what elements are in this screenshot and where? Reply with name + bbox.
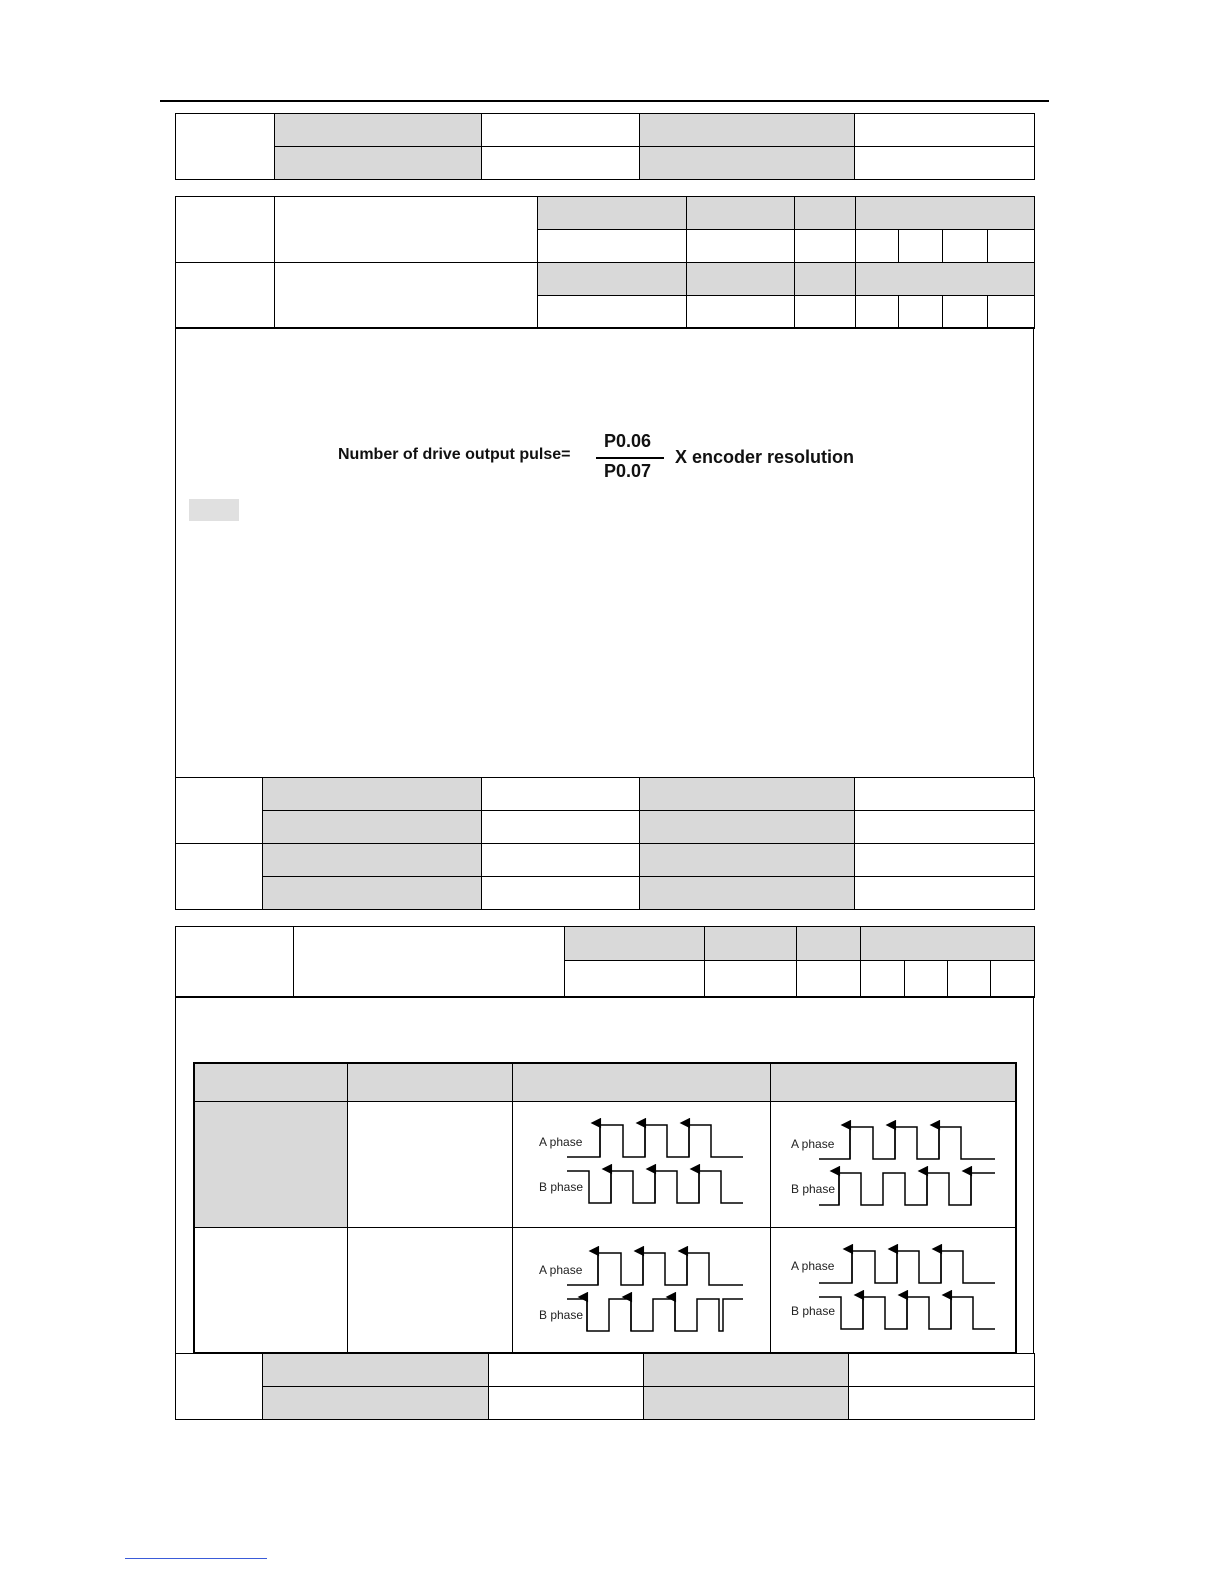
a-phase-label: A phase	[539, 1263, 583, 1277]
table-cell	[855, 844, 1035, 877]
table-cell	[795, 296, 856, 329]
ab-phase-waveform-4	[777, 1241, 1007, 1341]
table-cell	[347, 1101, 512, 1227]
b-phase-label: B phase	[791, 1182, 836, 1196]
table-header-cell	[770, 1063, 1016, 1101]
table-cell	[565, 961, 705, 998]
table-cell	[275, 114, 482, 147]
table-cell	[263, 778, 482, 811]
a-phase-label: A phase	[791, 1137, 835, 1151]
table-cell	[797, 961, 861, 998]
table-cell	[176, 114, 275, 180]
param-attribute-table-2	[175, 777, 1035, 910]
b-phase-label: B phase	[539, 1308, 584, 1322]
table-cell	[797, 927, 861, 961]
table-cell	[482, 811, 640, 844]
table-cell	[687, 296, 795, 329]
b-phase-label: B phase	[539, 1180, 584, 1194]
table-cell	[640, 114, 855, 147]
ab-phase-waveform-2	[777, 1117, 1007, 1217]
table-cell	[861, 927, 1035, 961]
table-cell	[565, 927, 705, 961]
table-cell	[849, 1387, 1035, 1420]
table-cell	[482, 778, 640, 811]
table-cell	[905, 961, 948, 998]
table-cell	[640, 811, 855, 844]
table-cell	[263, 811, 482, 844]
table-cell	[855, 877, 1035, 910]
param-name-cell	[275, 197, 538, 263]
table-cell	[538, 296, 687, 329]
table-cell	[347, 1227, 512, 1353]
table-cell	[899, 296, 943, 329]
table-cell	[856, 263, 1035, 296]
table-cell	[687, 230, 795, 263]
table-cell	[194, 1227, 347, 1353]
table-cell	[263, 844, 482, 877]
table-cell	[176, 844, 263, 910]
table-cell	[861, 961, 905, 998]
param-attribute-table-3	[175, 1353, 1035, 1420]
table-cell	[482, 114, 640, 147]
table-cell	[482, 877, 640, 910]
param-name-cell	[275, 263, 538, 329]
param-name-cell	[294, 927, 565, 998]
table-cell	[795, 230, 856, 263]
table-cell	[705, 927, 797, 961]
table-cell	[687, 263, 795, 296]
table-cell	[640, 147, 855, 180]
table-cell	[640, 778, 855, 811]
table-cell	[176, 778, 263, 844]
table-cell	[640, 877, 855, 910]
param-code-cell	[176, 263, 275, 329]
param-header-table-2	[175, 926, 1035, 998]
param-attribute-table-1	[175, 113, 1035, 180]
table-header-cell	[512, 1063, 770, 1101]
table-cell	[705, 961, 797, 998]
table-cell	[988, 230, 1035, 263]
table-cell	[687, 197, 795, 230]
table-cell	[856, 197, 1035, 230]
table-cell	[644, 1387, 849, 1420]
table-cell	[194, 1101, 347, 1227]
fraction-bar	[596, 457, 664, 459]
footer-rule	[125, 1558, 267, 1559]
formula-tail: X encoder resolution	[675, 447, 855, 467]
b-phase-label: B phase	[791, 1304, 836, 1318]
table-cell	[482, 844, 640, 877]
table-cell	[856, 230, 899, 263]
table-cell	[855, 811, 1035, 844]
table-cell	[482, 147, 640, 180]
table-cell	[856, 296, 899, 329]
table-cell	[943, 296, 988, 329]
ab-phase-waveform-1	[525, 1115, 755, 1215]
table-cell	[640, 844, 855, 877]
table-header-cell	[194, 1063, 347, 1101]
table-cell	[855, 778, 1035, 811]
table-cell	[489, 1387, 644, 1420]
table-cell	[991, 961, 1035, 998]
formula-denominator: P0.07	[604, 461, 652, 481]
param-code-cell	[176, 197, 275, 263]
header-rule	[160, 100, 1049, 102]
table-cell	[538, 230, 687, 263]
table-cell	[263, 1354, 489, 1387]
table-cell	[538, 263, 687, 296]
table-cell	[899, 230, 943, 263]
table-cell	[988, 296, 1035, 329]
table-cell	[855, 114, 1035, 147]
table-header-cell	[347, 1063, 512, 1101]
description-panel-1	[175, 327, 1034, 778]
table-cell	[943, 230, 988, 263]
table-cell	[644, 1354, 849, 1387]
table-cell	[176, 1354, 263, 1420]
param-header-table-1	[175, 196, 1035, 329]
table-cell	[795, 263, 856, 296]
table-cell	[948, 961, 991, 998]
formula-label: Number of drive output pulse=	[338, 446, 571, 463]
table-cell	[275, 147, 482, 180]
table-cell	[795, 197, 856, 230]
a-phase-label: A phase	[791, 1259, 835, 1273]
table-cell	[538, 197, 687, 230]
table-cell	[489, 1354, 644, 1387]
param-code-cell	[176, 927, 294, 998]
table-cell	[263, 877, 482, 910]
table-cell	[849, 1354, 1035, 1387]
ab-phase-waveform-3	[525, 1243, 755, 1343]
note-tag	[189, 499, 239, 521]
table-cell	[263, 1387, 489, 1420]
formula-numerator: P0.06	[604, 431, 652, 451]
table-cell	[855, 147, 1035, 180]
a-phase-label: A phase	[539, 1135, 583, 1149]
